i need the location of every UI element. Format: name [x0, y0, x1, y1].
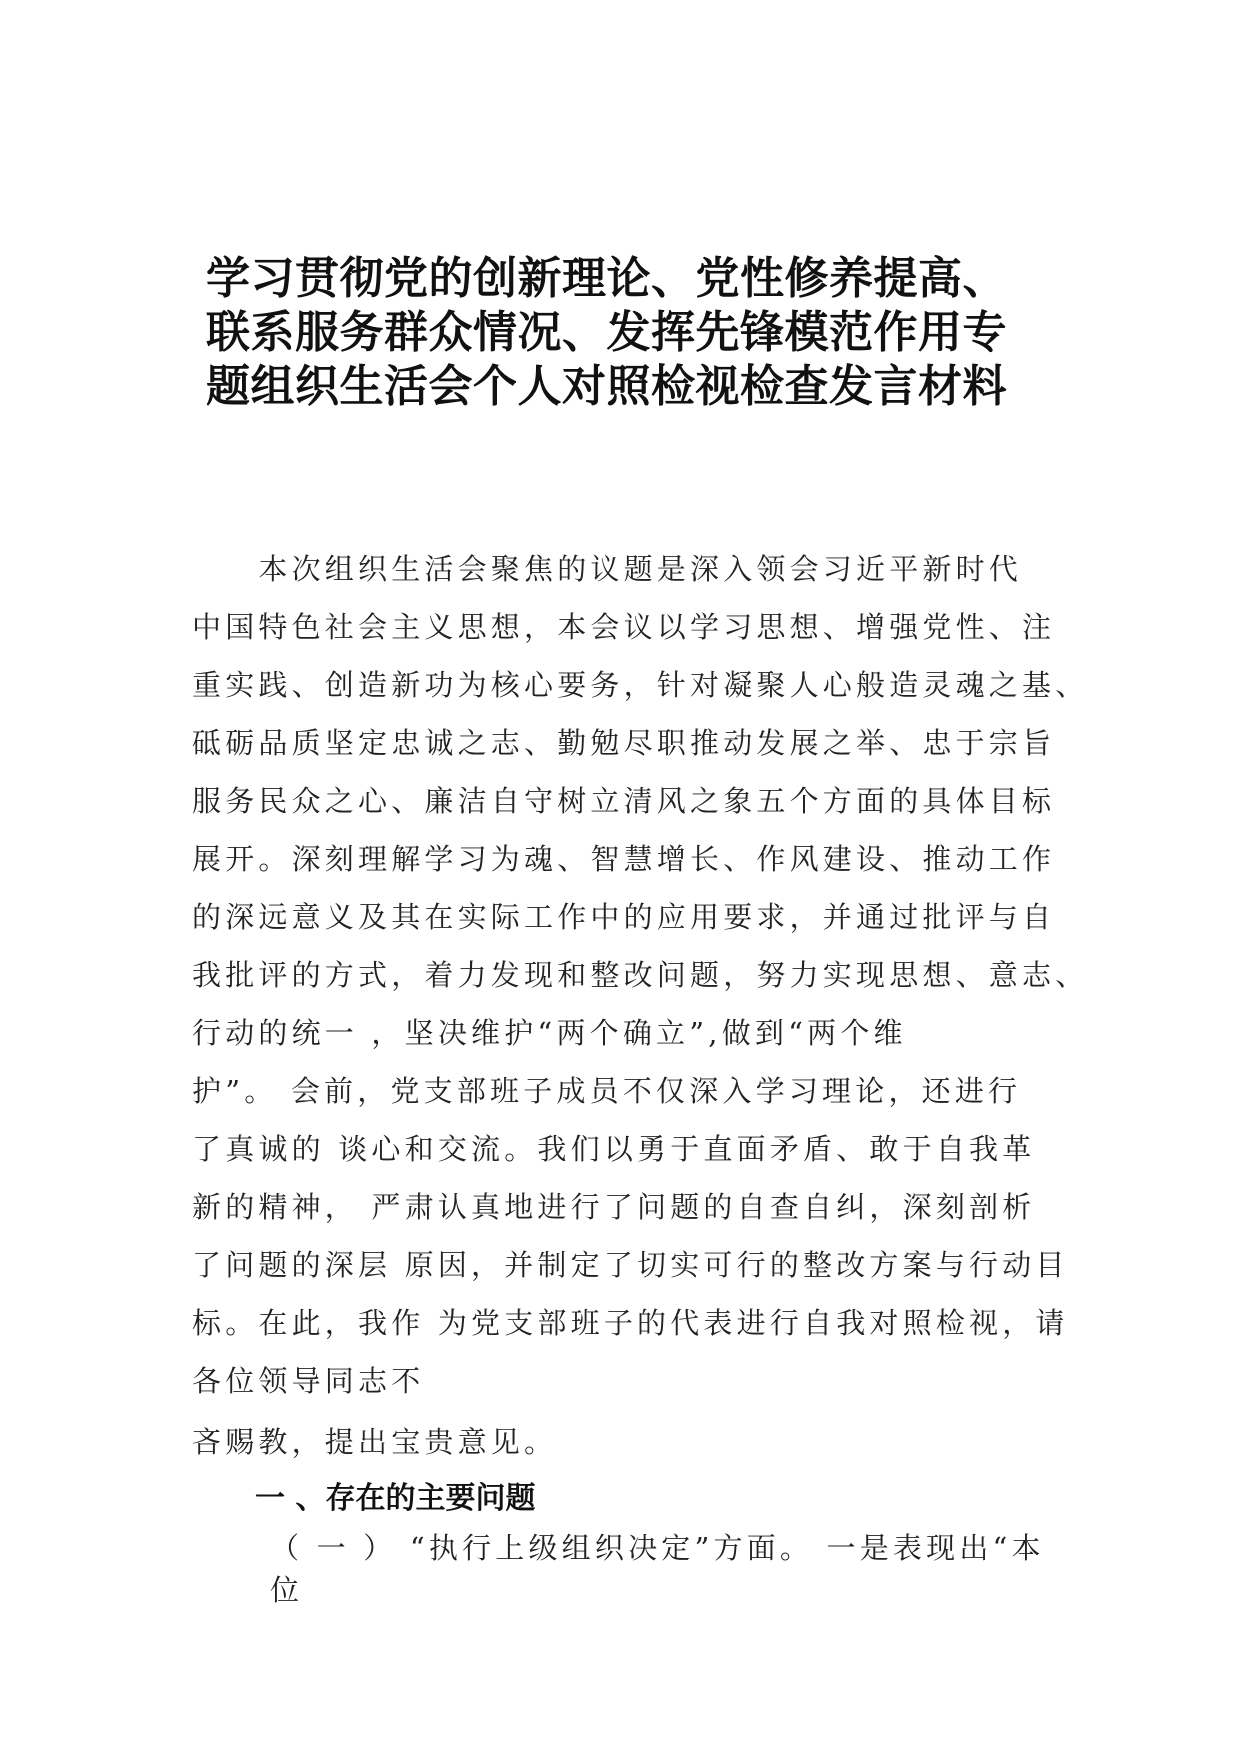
intro-line-10: 护”。 会前，党支部班子成员不仅深入学习理论，还进行: [192, 1074, 1022, 1108]
intro-line-15: 各位领导同志不: [192, 1364, 425, 1398]
title-line-2: 联系服务群众情况、发挥先锋模范作用专: [206, 307, 1007, 358]
intro-line-8: 我批评的方式，着力发现和整改问题，努力实现思想、意志、: [192, 958, 1089, 992]
title-line-3: 题组织生活会个人对照检视检查发言材料: [206, 361, 1007, 412]
intro-line-6: 展开。深刻理解学习为魂、智慧增长、作风建设、推动工作: [192, 842, 1056, 876]
intro-line-13: 了问题的深层 原因，并制定了切实可行的整改方案与行动目: [192, 1248, 1069, 1282]
title-line-1: 学习贯彻党的创新理论、党性修养提高、: [206, 253, 1007, 304]
intro-line-5: 服务民众之心、廉洁自守树立清风之象五个方面的具体目标: [192, 784, 1056, 818]
intro-line-11: 了真诚的 谈心和交流。我们以勇于直面矛盾、敢于自我革: [192, 1132, 1036, 1166]
intro-paragraph: [192, 540, 1089, 1410]
sub-line-2: 位: [270, 1573, 304, 1607]
intro-line-14: 标。在此，我作 为党支部班子的代表进行自我对照检视，请: [192, 1306, 1069, 1340]
intro-paragraph-end: 吝赐教，提出宝贵意见。: [192, 1425, 558, 1459]
intro-line-3: 重实践、创造新功为核心要务，针对凝聚人心般造灵魂之基、: [192, 668, 1089, 702]
intro-line-2: 中国特色社会主义思想，本会议以学习思想、增强党性、注: [192, 610, 1056, 644]
intro-line-12: 新的精神， 严肃认真地进行了问题的自查自纠，深刻剖析: [192, 1190, 1036, 1224]
document-title: [206, 252, 1066, 414]
intro-line-9: 行动的统一 ，坚决维护“两个确立”,做到“两个维: [192, 1016, 907, 1050]
intro-line-7: 的深远意义及其在实际工作中的应用要求，并通过批评与自: [192, 900, 1056, 934]
subsection-paragraph: [270, 1527, 1060, 1611]
intro-line-4: 砥砺品质坚定忠诚之志、勤勉尽职推动发展之举、忠于宗旨: [192, 726, 1056, 760]
sub-line-1: （ 一 ） “执行上级组织决定”方面。 一是表现出“本: [270, 1531, 1045, 1565]
section-heading: 一 、存在的主要问题: [255, 1481, 536, 1516]
intro-line-1: 本次组织生活会聚焦的议题是深入领会习近平新时代: [192, 552, 1023, 586]
